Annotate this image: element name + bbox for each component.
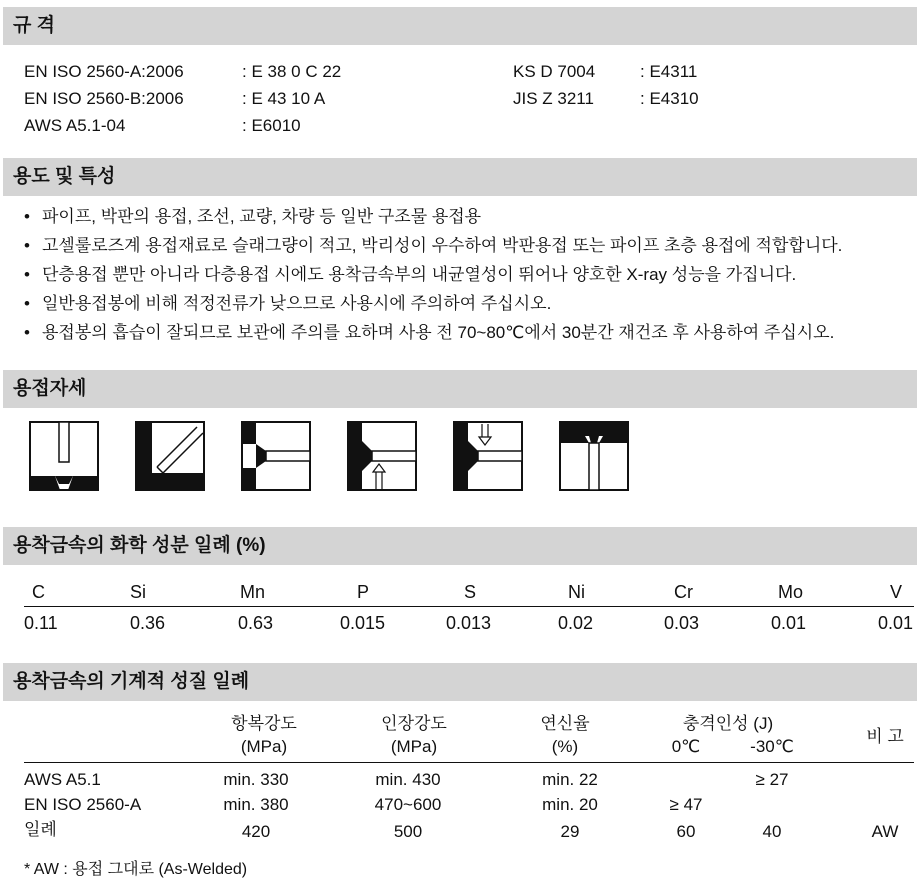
table-cell: 29 [560,822,580,841]
table-cell: 0.01 [878,613,914,633]
table-cell: AW [871,822,899,841]
horizontal-fillet-icon [135,421,205,491]
table-cell: min. 330 [223,770,289,789]
vertical-up-icon [347,421,417,491]
table-divider [24,762,914,763]
spec-value: : E4311 [640,62,698,81]
table-header-cell: 항복강도 [231,714,297,733]
spec-heading: 규 격 [3,7,917,45]
table-row-label: 일례 [24,820,57,839]
table-header-cell: V [890,582,903,602]
table-cell: 0.01 [771,613,807,633]
spec-label: JIS Z 3211 [513,89,594,108]
list-item-text: 고셀룰로즈계 용접재료로 슬래그량이 적고, 박리성이 우수하여 박판용접 또는 파이프 초층 용접에 적합합니다. [42,236,843,255]
table-header-cell: P [357,582,370,602]
list-item-text: 단층용접 뿐만 아니라 다층용접 시에도 용착금속부의 내균열성이 뛰어나 양호한 X-ray 성능을 가집니다. [42,265,797,284]
table-divider [24,606,914,607]
list-item-text: 일반용접봉에 비해 적정전류가 낮으므로 사용시에 주의하여 주십시오. [42,294,552,313]
table-cell: min. 22 [542,770,598,789]
table-header-cell: Ni [568,582,585,602]
spec-value: : E 43 10 A [242,89,326,108]
spec-label: EN ISO 2560-B:2006 [24,89,184,108]
table-header-cell: C [32,582,45,602]
table-row-label: AWS A5.1 [24,770,101,789]
chemistry-value-row [24,611,914,635]
table-cell: min. 20 [542,795,598,814]
spec-value: : E4310 [640,89,699,108]
table-row-label: EN ISO 2560-A [24,795,142,814]
spec-label: AWS A5.1-04 [24,116,126,135]
table-cell: 0.015 [340,613,386,633]
mechanical-heading: 용착금속의 기계적 성질 일례 [3,663,917,701]
table-header-cell: 연신율 [540,714,590,733]
table-cell: min. 430 [375,770,441,789]
list-item: • 단층용접 뿐만 아니라 다층용접 시에도 용착금속부의 내균열성이 뛰어나 양호한 X-ray 성능을 가집니다. [24,265,797,284]
table-cell: 0.03 [664,613,700,633]
table-cell: 0.63 [238,613,274,633]
table-header-cell: 인장강도 [381,714,447,733]
table-cell: min. 380 [223,795,289,814]
table-header-cell: S [464,582,477,602]
list-item: • 파이프, 박판의 용접, 조선, 교량, 차량 등 일반 구조물 용접용 [24,207,482,226]
table-header-cell: 비 고 [866,727,904,746]
table-cell: 0.11 [24,613,58,633]
positions-heading: 용접자세 [3,370,917,408]
footnote: * AW : 용접 그대로 (As-Welded) [24,861,248,878]
spec-label: EN ISO 2560-A:2006 [24,62,184,81]
table-cell: 420 [241,822,271,841]
flat-position-icon [29,421,99,491]
list-item-text: 파이프, 박판의 용접, 조선, 교량, 차량 등 일반 구조물 용접용 [42,207,482,226]
chemistry-heading: 용착금속의 화학 성분 일례 (%) [3,527,917,565]
table-cell: 0.02 [558,613,594,633]
overhead-position-icon [559,421,629,491]
spec-value: : E 38 0 C 22 [242,62,342,81]
table-header-unit: (MPa) [390,737,438,756]
table-header-cell: Si [130,582,147,602]
table-cell: 40 [762,822,782,841]
table-cell: 0.36 [130,613,166,633]
table-header-unit: (%) [551,737,579,756]
list-item-text: 용접봉의 흡습이 잘되므로 보관에 주의를 요하며 사용 전 70~80℃에서 30분간 재건조 후 사용하여 주십시오. [42,323,835,342]
table-cell: 0.013 [446,613,492,633]
list-item: • 용접봉의 흡습이 잘되므로 보관에 주의를 요하며 사용 전 70~80℃에서 30분간 재건조 후 사용하여 주십시오. [24,323,835,342]
table-header-cell: Mo [778,582,804,602]
table-header-unit: 0℃ [671,737,701,756]
table-cell: ≥ 47 [669,795,703,814]
chemistry-header-row [24,580,914,604]
vertical-down-icon [453,421,523,491]
table-header-unit: -30℃ [750,737,794,756]
list-item: • 고셀룰로즈계 용접재료로 슬래그량이 적고, 박리성이 우수하여 박판용접 또는 파이프 초층 용접에 적합합니다. [24,236,843,255]
spec-value: : E6010 [242,116,301,135]
spec-label: KS D 7004 [513,62,596,81]
usage-heading: 용도 및 특성 [3,158,917,196]
table-header-unit: (MPa) [240,737,288,756]
horizontal-position-icon [241,421,311,491]
list-item: • 일반용접봉에 비해 적정전류가 낮으므로 사용시에 주의하여 주십시오. [24,294,552,313]
table-cell: 60 [676,822,696,841]
table-cell: 470~600 [374,795,442,814]
table-header-cell: Cr [674,582,693,602]
table-cell: 500 [393,822,423,841]
table-cell: ≥ 27 [755,770,789,789]
table-header-cell: 충격인성 (J) [682,714,774,733]
table-header-cell: Mn [240,582,266,602]
